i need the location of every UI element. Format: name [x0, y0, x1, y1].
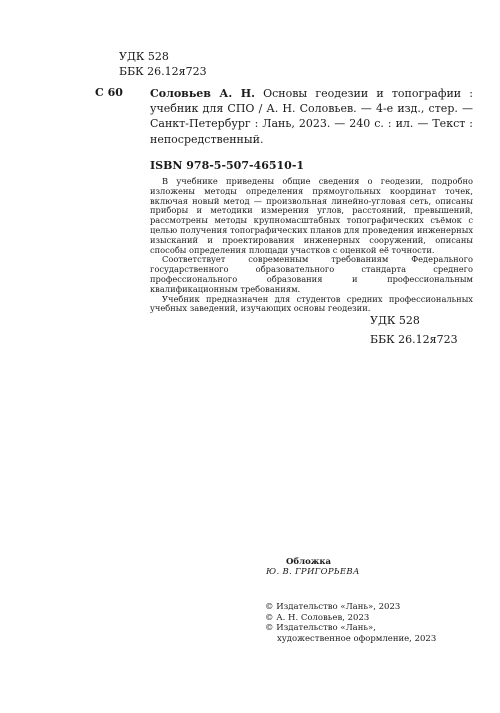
bibliographic-description: Основы геодезии и топографии : учебник для СПО / А. Н. Соловьев. — 4-е изд., стер. — Санкт-Петербург : Лань, 2023. — 240 с. : ил. — Текст : непосредственный. — [150, 87, 473, 146]
abstract-paragraph: Учебник предназначен для студентов средних профессиональных учебных заведений, изучающих основы геодезии. — [150, 293, 473, 314]
copyright-line: художественное оформление, 2023 — [277, 633, 437, 644]
bbk-code: ББК 26.12я723 — [119, 65, 207, 78]
copyright-line: © Издательство «Лань», — [265, 623, 376, 633]
classification-bottom — [370, 311, 458, 349]
copyright-line: © А. Н. Соловьев, 2023 — [265, 612, 370, 623]
abstract-paragraph: В учебнике приведены общие сведения о геодезии, подробно изложены методы определения прямоугольных координат точек, включая новый метод — произвольная линейно-угловая сеть, описаны приборы и методики измерения углов, расстояний, превышений, рассмотрены методы крупномасштабных топографических съёмок с целью получения топографических планов для проведения инженерных изысканий и проектирования инженерных сооружений, описаны способы определения площади участков с оценкой её точности. — [150, 176, 473, 255]
copyright-block — [265, 602, 436, 644]
cover-designer: Ю. В. ГРИГОРЬЕВА — [266, 567, 360, 577]
isbn: ISBN 978-5-507-46510-1 — [150, 159, 305, 172]
author-name: Соловьев А. Н. — [150, 87, 255, 100]
abstract — [150, 177, 473, 314]
bbk-code-bottom: ББК 26.12я723 — [370, 333, 458, 346]
udk-code-bottom: УДК 528 — [370, 314, 420, 327]
copyright-line: © Издательство «Лань», 2023 — [265, 602, 401, 612]
abstract-paragraph: Соответствует современным требованиям Федерального государственного образовательного стандарта среднего профессионального образования и профессиональным квалификационным требованиям. — [150, 254, 473, 294]
udk-code: УДК 528 — [119, 50, 169, 63]
cover-credit — [266, 557, 360, 577]
cover-label: Обложка — [286, 557, 331, 567]
bibliographic-record — [150, 86, 473, 147]
catalog-code: С 60 — [95, 86, 123, 99]
classification-top — [119, 49, 207, 79]
